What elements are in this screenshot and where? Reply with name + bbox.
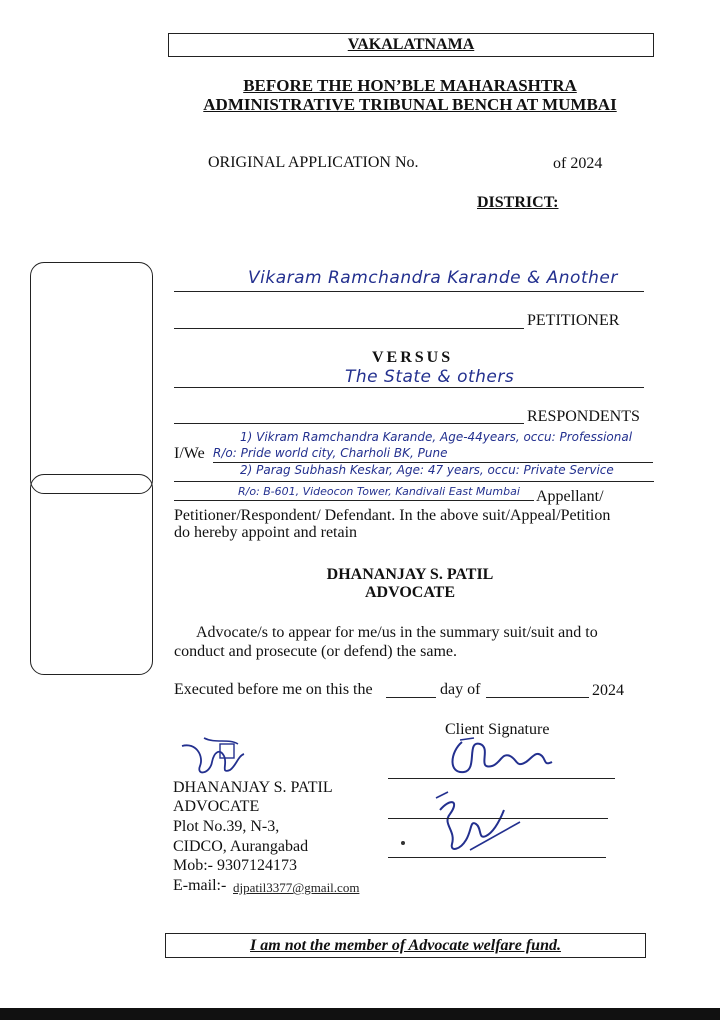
executed-text: Executed before me on this the bbox=[174, 681, 373, 698]
side-box-bottom bbox=[30, 474, 153, 675]
footer-note: I am not the member of Advocate welfare fund. bbox=[165, 933, 646, 958]
versus-label: VERSUS bbox=[372, 349, 454, 366]
contact-mobile: Mob:- 9307124173 bbox=[173, 857, 297, 874]
iwe-text-line-3: do hereby appoint and retain bbox=[174, 524, 358, 541]
iwe-handwritten-3: 2) Parag Subhash Keskar, Age: 47 years, occu: Private Service bbox=[240, 463, 614, 477]
signature-line-3 bbox=[388, 857, 606, 858]
contact-address-1: Plot No.39, N-3, bbox=[173, 818, 280, 835]
iwe-line-2 bbox=[174, 481, 654, 482]
contact-email[interactable]: djpatil3377@gmail.com bbox=[233, 880, 360, 895]
scan-edge bbox=[0, 1008, 720, 1020]
application-label: ORIGINAL APPLICATION No. bbox=[208, 154, 419, 171]
contact-title: ADVOCATE bbox=[173, 798, 260, 815]
respondents-blank-line bbox=[174, 423, 524, 424]
respondents-name-line bbox=[174, 387, 644, 388]
client-signature-label: Client Signature bbox=[445, 721, 550, 738]
petitioner-label: PETITIONER bbox=[527, 312, 620, 329]
contact-name: DHANANJAY S. PATIL bbox=[173, 779, 333, 796]
client-signature-1 bbox=[440, 730, 570, 782]
side-box-top bbox=[30, 262, 153, 494]
iwe-handwritten-1: 1) Vikram Ramchandra Karande, Age-44years, occu: Professional bbox=[240, 430, 633, 444]
petitioner-name-line bbox=[174, 291, 644, 292]
advocate-name: DHANANJAY S. PATIL bbox=[326, 566, 494, 583]
contact-address-2: CIDCO, Aurangabad bbox=[173, 838, 309, 855]
iwe-line-3 bbox=[174, 500, 534, 501]
contact-email-label: E-mail:- bbox=[173, 877, 227, 894]
executed-year: 2024 bbox=[592, 682, 624, 699]
application-year: of 2024 bbox=[553, 155, 603, 172]
ink-dot bbox=[401, 841, 405, 845]
executed-month-blank bbox=[486, 697, 589, 698]
signature-line-1 bbox=[388, 778, 615, 779]
respondents-handwritten: The State & others bbox=[345, 367, 515, 387]
iwe-text-line-2: Petitioner/Respondent/ Defendant. In the above suit/Appeal/Petition bbox=[174, 507, 611, 524]
executed-day-of: day of bbox=[440, 681, 481, 698]
appointment-text-2: conduct and prosecute (or defend) the same. bbox=[174, 643, 457, 660]
petitioner-blank-line bbox=[174, 328, 524, 329]
appointment-text-1: Advocate/s to appear for me/us in the summary suit/suit and to bbox=[196, 624, 598, 641]
executed-day-blank bbox=[386, 697, 436, 698]
signature-line-2 bbox=[388, 818, 608, 819]
document-title: VAKALATNAMA bbox=[168, 33, 654, 57]
client-signature-2 bbox=[430, 790, 530, 860]
heading-line-2: ADMINISTRATIVE TRIBUNAL BENCH AT MUMBAI bbox=[203, 95, 617, 114]
iwe-handwritten-4: R/o: B-601, Videocon Tower, Kandivali East Mumbai bbox=[238, 485, 520, 498]
petitioner-handwritten: Vikaram Ramchandra Karande & Another bbox=[248, 268, 618, 288]
respondents-label: RESPONDENTS bbox=[527, 408, 640, 425]
heading-line-1: BEFORE THE HON’BLE MAHARASHTRA bbox=[243, 76, 577, 95]
iwe-label: I/We bbox=[174, 445, 205, 462]
advocate-title: ADVOCATE bbox=[364, 584, 456, 601]
iwe-appellant: Appellant/ bbox=[536, 488, 604, 505]
advocate-signature bbox=[176, 734, 256, 782]
district-label: DISTRICT: bbox=[477, 194, 559, 211]
iwe-handwritten-2: R/o: Pride world city, Charholi BK, Pune bbox=[213, 446, 448, 460]
